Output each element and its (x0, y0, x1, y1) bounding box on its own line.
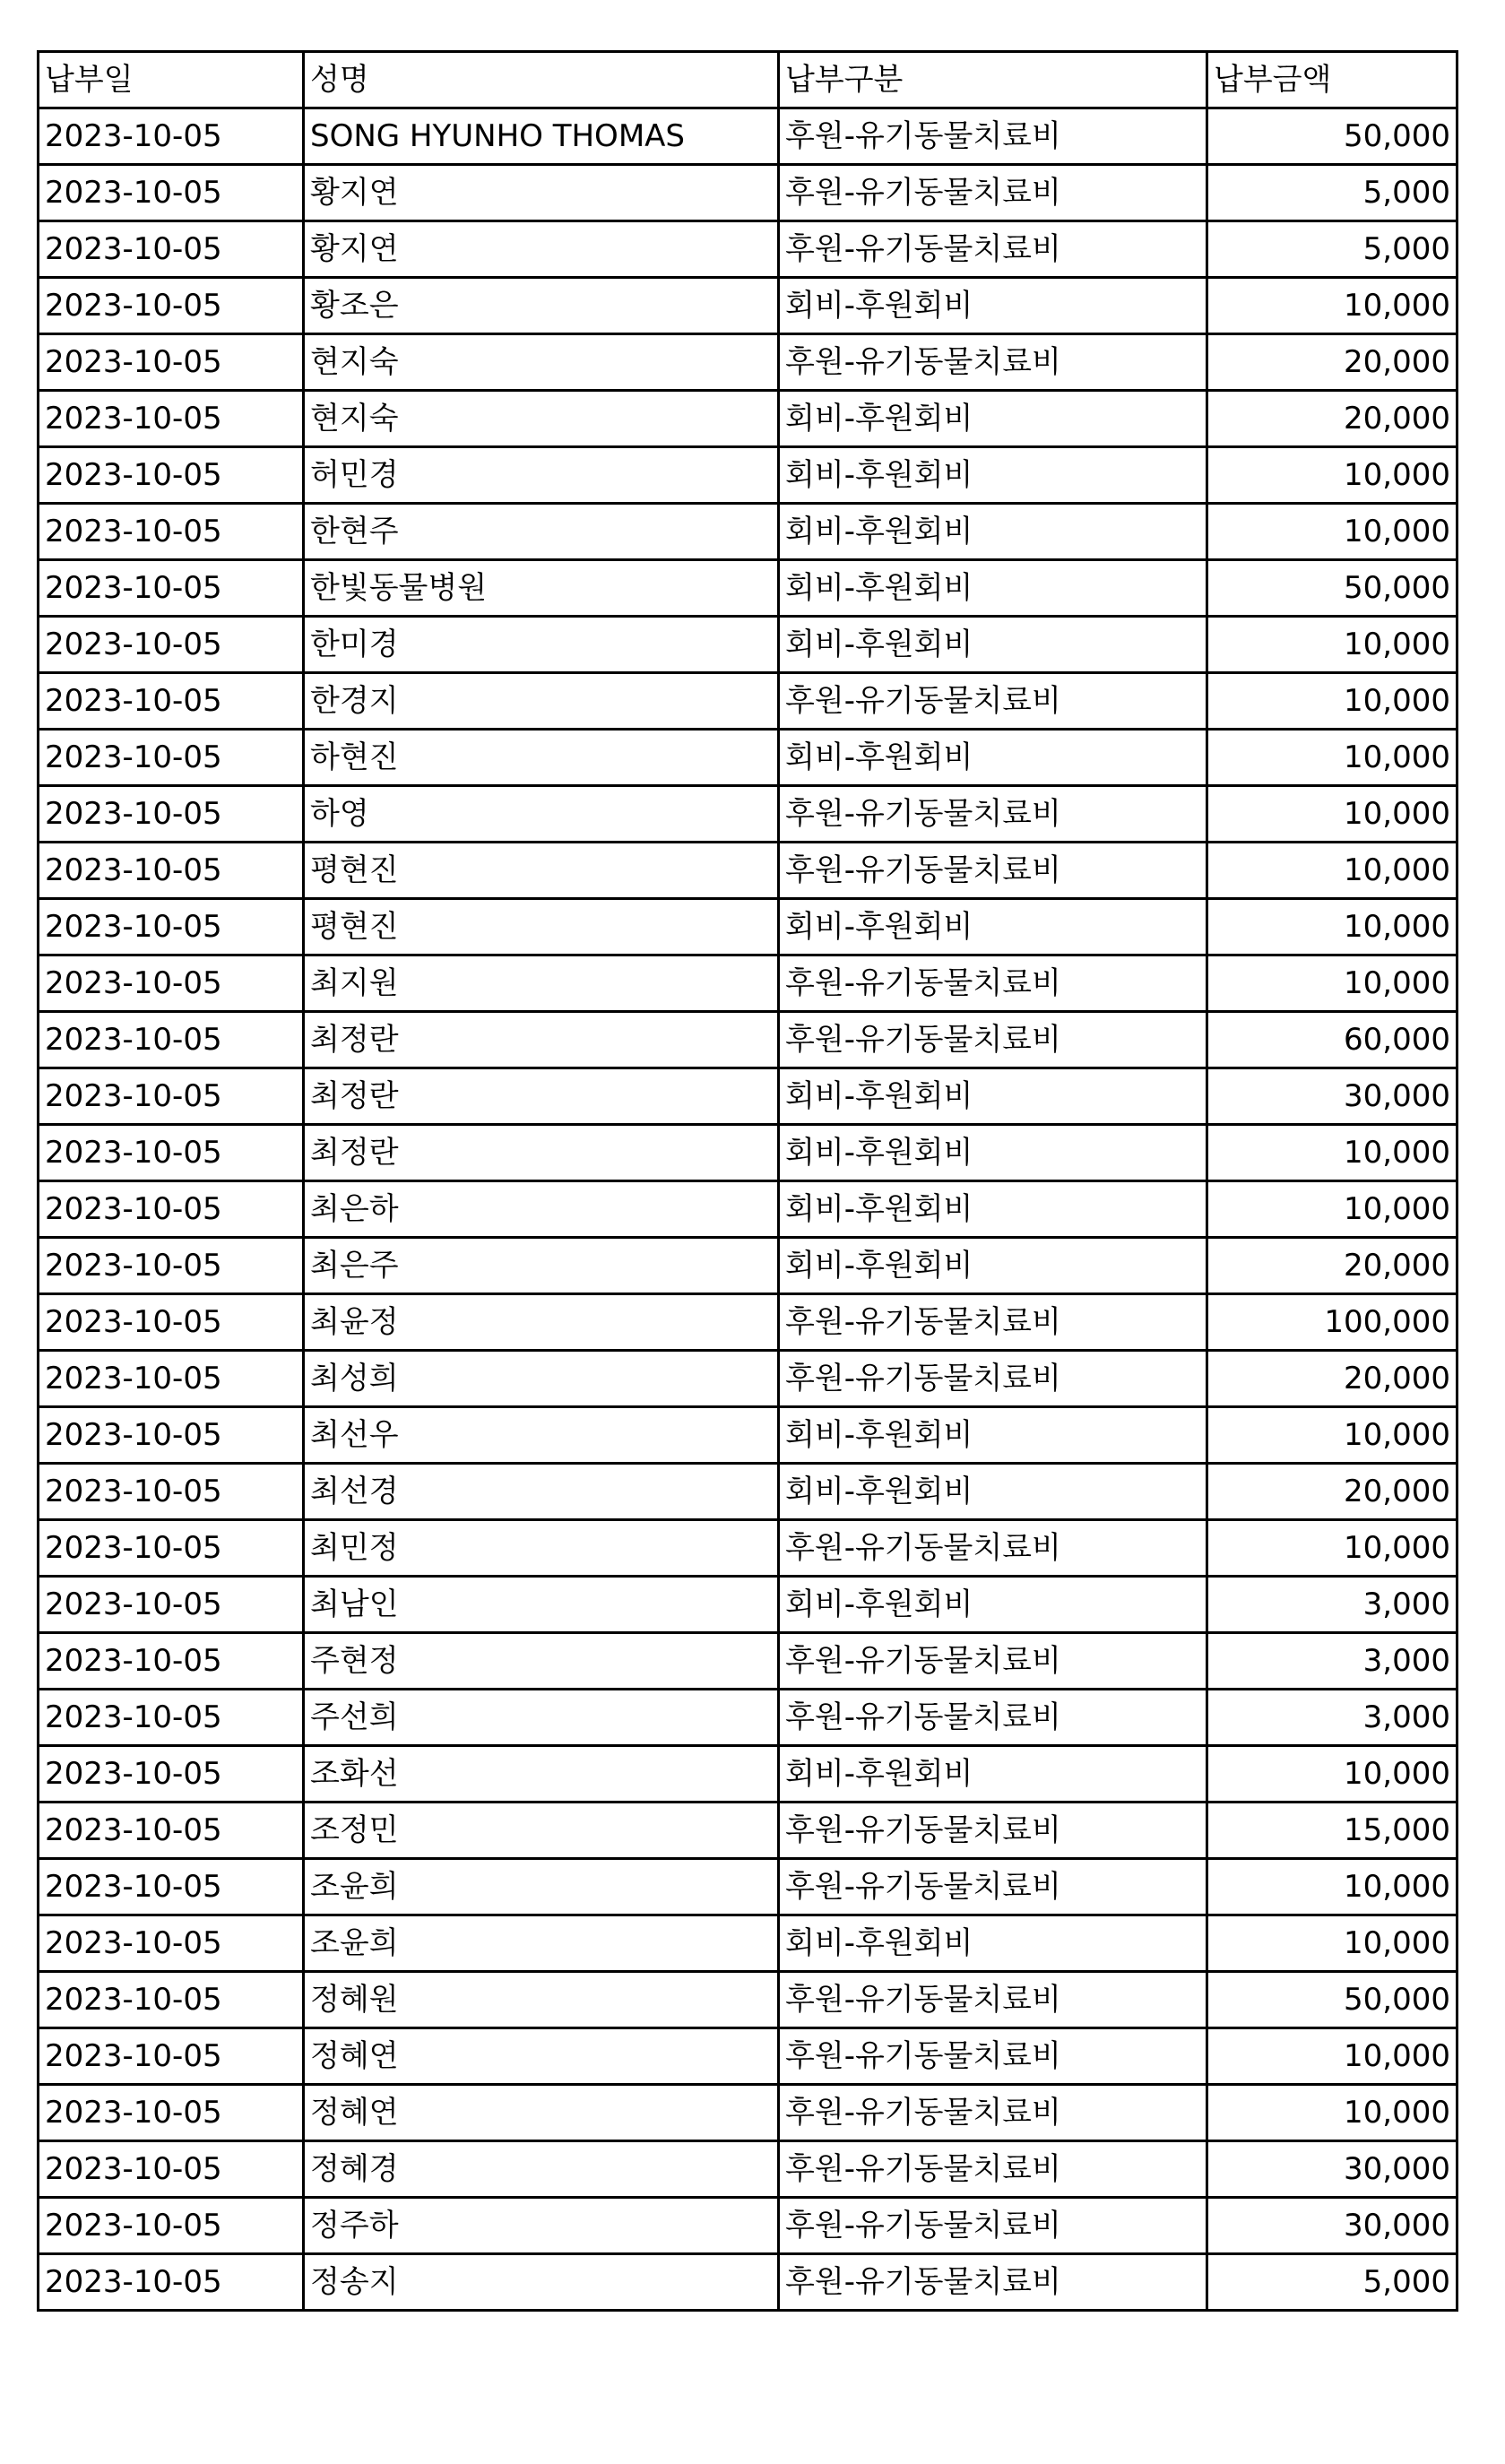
table-row (39, 843, 1457, 899)
table-row (39, 1294, 1457, 1351)
name-cell: 최윤정 (304, 1294, 779, 1351)
name-cell: 최정란 (304, 1125, 779, 1181)
name-cell: 평현진 (304, 899, 779, 955)
date-cell: 2023-10-05 (39, 899, 304, 955)
amount-cell: 3,000 (1207, 1577, 1457, 1633)
amount-cell: 10,000 (1207, 730, 1457, 786)
table-row (39, 2198, 1457, 2254)
name-cell: 최민정 (304, 1520, 779, 1577)
name-cell: 조윤희 (304, 1915, 779, 1972)
date-cell: 2023-10-05 (39, 1125, 304, 1181)
amount-cell: 10,000 (1207, 843, 1457, 899)
payment-type-cell: 후원-유기동물치료비 (779, 1690, 1207, 1746)
payment-type-cell: 후원-유기동물치료비 (779, 165, 1207, 221)
payment-type-cell: 후원-유기동물치료비 (779, 1803, 1207, 1859)
amount-cell: 20,000 (1207, 1238, 1457, 1294)
date-cell: 2023-10-05 (39, 1238, 304, 1294)
amount-cell: 10,000 (1207, 899, 1457, 955)
date-cell: 2023-10-05 (39, 2254, 304, 2311)
table-row (39, 1012, 1457, 1068)
table-row (39, 1915, 1457, 1972)
table-row (39, 1746, 1457, 1803)
table-row (39, 1633, 1457, 1690)
table-row (39, 955, 1457, 1012)
date-cell: 2023-10-05 (39, 560, 304, 617)
payment-type-cell: 후원-유기동물치료비 (779, 2141, 1207, 2198)
table-row (39, 617, 1457, 673)
amount-cell: 10,000 (1207, 504, 1457, 560)
date-cell: 2023-10-05 (39, 165, 304, 221)
name-cell: 현지숙 (304, 391, 779, 447)
date-cell: 2023-10-05 (39, 786, 304, 843)
date-cell: 2023-10-05 (39, 334, 304, 391)
name-cell: SONG HYUNHO THOMAS (304, 108, 779, 165)
table-row (39, 447, 1457, 504)
payment-type-cell: 후원-유기동물치료비 (779, 843, 1207, 899)
amount-cell: 50,000 (1207, 1972, 1457, 2028)
name-cell: 정주하 (304, 2198, 779, 2254)
table-header-row (39, 52, 1457, 108)
payment-type-cell: 회비-후원회비 (779, 1746, 1207, 1803)
table-row (39, 391, 1457, 447)
amount-cell: 30,000 (1207, 2141, 1457, 2198)
payment-type-cell: 회비-후원회비 (779, 899, 1207, 955)
table-row (39, 673, 1457, 730)
payment-type-cell: 회비-후원회비 (779, 278, 1207, 334)
table-row (39, 1577, 1457, 1633)
date-cell: 2023-10-05 (39, 955, 304, 1012)
name-cell: 조정민 (304, 1803, 779, 1859)
amount-cell: 30,000 (1207, 2198, 1457, 2254)
table-row (39, 504, 1457, 560)
column-header-name: 성명 (304, 52, 779, 108)
date-cell: 2023-10-05 (39, 1633, 304, 1690)
amount-cell: 10,000 (1207, 1125, 1457, 1181)
amount-cell: 10,000 (1207, 447, 1457, 504)
donation-table (37, 50, 1458, 2312)
table-row (39, 2141, 1457, 2198)
amount-cell: 10,000 (1207, 2028, 1457, 2085)
date-cell: 2023-10-05 (39, 673, 304, 730)
payment-type-cell: 회비-후원회비 (779, 1125, 1207, 1181)
table-row (39, 108, 1457, 165)
table-row (39, 1859, 1457, 1915)
name-cell: 황조은 (304, 278, 779, 334)
date-cell: 2023-10-05 (39, 1972, 304, 2028)
name-cell: 정혜경 (304, 2141, 779, 2198)
amount-cell: 10,000 (1207, 617, 1457, 673)
amount-cell: 50,000 (1207, 560, 1457, 617)
name-cell: 현지숙 (304, 334, 779, 391)
table-row (39, 2028, 1457, 2085)
date-cell: 2023-10-05 (39, 2141, 304, 2198)
date-cell: 2023-10-05 (39, 278, 304, 334)
name-cell: 평현진 (304, 843, 779, 899)
payment-type-cell: 회비-후원회비 (779, 1464, 1207, 1520)
date-cell: 2023-10-05 (39, 2198, 304, 2254)
table-row (39, 2085, 1457, 2141)
column-header-date: 납부일 (39, 52, 304, 108)
table-row (39, 1238, 1457, 1294)
date-cell: 2023-10-05 (39, 1068, 304, 1125)
date-cell: 2023-10-05 (39, 1520, 304, 1577)
date-cell: 2023-10-05 (39, 391, 304, 447)
payment-type-cell: 후원-유기동물치료비 (779, 1351, 1207, 1407)
name-cell: 한빛동물병원 (304, 560, 779, 617)
date-cell: 2023-10-05 (39, 1464, 304, 1520)
table-row (39, 1972, 1457, 2028)
name-cell: 조화선 (304, 1746, 779, 1803)
date-cell: 2023-10-05 (39, 504, 304, 560)
payment-type-cell: 후원-유기동물치료비 (779, 1520, 1207, 1577)
payment-type-cell: 후원-유기동물치료비 (779, 786, 1207, 843)
table-row (39, 560, 1457, 617)
amount-cell: 10,000 (1207, 673, 1457, 730)
date-cell: 2023-10-05 (39, 1407, 304, 1464)
payment-type-cell: 회비-후원회비 (779, 1407, 1207, 1464)
payment-type-cell: 회비-후원회비 (779, 617, 1207, 673)
payment-type-cell: 회비-후원회비 (779, 391, 1207, 447)
payment-type-cell: 회비-후원회비 (779, 1577, 1207, 1633)
name-cell: 최선경 (304, 1464, 779, 1520)
name-cell: 최은하 (304, 1181, 779, 1238)
amount-cell: 10,000 (1207, 1915, 1457, 1972)
name-cell: 하현진 (304, 730, 779, 786)
payment-type-cell: 회비-후원회비 (779, 447, 1207, 504)
amount-cell: 3,000 (1207, 1690, 1457, 1746)
date-cell: 2023-10-05 (39, 617, 304, 673)
column-header-type: 납부구분 (779, 52, 1207, 108)
amount-cell: 10,000 (1207, 955, 1457, 1012)
date-cell: 2023-10-05 (39, 108, 304, 165)
table-row (39, 1690, 1457, 1746)
name-cell: 최남인 (304, 1577, 779, 1633)
name-cell: 최선우 (304, 1407, 779, 1464)
payment-type-cell: 후원-유기동물치료비 (779, 2085, 1207, 2141)
payment-type-cell: 회비-후원회비 (779, 504, 1207, 560)
table-row (39, 1068, 1457, 1125)
amount-cell: 5,000 (1207, 221, 1457, 278)
amount-cell: 10,000 (1207, 1181, 1457, 1238)
table-row (39, 1181, 1457, 1238)
amount-cell: 10,000 (1207, 1520, 1457, 1577)
payment-type-cell: 후원-유기동물치료비 (779, 108, 1207, 165)
name-cell: 정혜연 (304, 2085, 779, 2141)
table-row (39, 221, 1457, 278)
amount-cell: 50,000 (1207, 108, 1457, 165)
date-cell: 2023-10-05 (39, 1577, 304, 1633)
payment-type-cell: 후원-유기동물치료비 (779, 2198, 1207, 2254)
date-cell: 2023-10-05 (39, 730, 304, 786)
date-cell: 2023-10-05 (39, 2085, 304, 2141)
column-header-amount: 납부금액 (1207, 52, 1457, 108)
name-cell: 최은주 (304, 1238, 779, 1294)
table-row (39, 1464, 1457, 1520)
payment-type-cell: 후원-유기동물치료비 (779, 673, 1207, 730)
amount-cell: 10,000 (1207, 2085, 1457, 2141)
payment-type-cell: 회비-후원회비 (779, 1068, 1207, 1125)
table-row (39, 334, 1457, 391)
date-cell: 2023-10-05 (39, 1746, 304, 1803)
payment-type-cell: 후원-유기동물치료비 (779, 1633, 1207, 1690)
amount-cell: 30,000 (1207, 1068, 1457, 1125)
table-row (39, 165, 1457, 221)
name-cell: 조윤희 (304, 1859, 779, 1915)
amount-cell: 60,000 (1207, 1012, 1457, 1068)
table-row (39, 899, 1457, 955)
amount-cell: 10,000 (1207, 278, 1457, 334)
payment-type-cell: 후원-유기동물치료비 (779, 1972, 1207, 2028)
name-cell: 황지연 (304, 165, 779, 221)
payment-type-cell: 회비-후원회비 (779, 1238, 1207, 1294)
name-cell: 최정란 (304, 1068, 779, 1125)
date-cell: 2023-10-05 (39, 1294, 304, 1351)
payment-type-cell: 후원-유기동물치료비 (779, 1859, 1207, 1915)
name-cell: 한미경 (304, 617, 779, 673)
payment-type-cell: 후원-유기동물치료비 (779, 955, 1207, 1012)
amount-cell: 10,000 (1207, 1746, 1457, 1803)
date-cell: 2023-10-05 (39, 1690, 304, 1746)
payment-type-cell: 회비-후원회비 (779, 730, 1207, 786)
name-cell: 정혜연 (304, 2028, 779, 2085)
amount-cell: 100,000 (1207, 1294, 1457, 1351)
name-cell: 정혜원 (304, 1972, 779, 2028)
name-cell: 황지연 (304, 221, 779, 278)
payment-type-cell: 후원-유기동물치료비 (779, 1012, 1207, 1068)
date-cell: 2023-10-05 (39, 1803, 304, 1859)
name-cell: 한경지 (304, 673, 779, 730)
payment-type-cell: 회비-후원회비 (779, 560, 1207, 617)
amount-cell: 10,000 (1207, 1407, 1457, 1464)
table-row (39, 1125, 1457, 1181)
payment-type-cell: 후원-유기동물치료비 (779, 2028, 1207, 2085)
amount-cell: 5,000 (1207, 165, 1457, 221)
amount-cell: 10,000 (1207, 786, 1457, 843)
amount-cell: 3,000 (1207, 1633, 1457, 1690)
amount-cell: 10,000 (1207, 1859, 1457, 1915)
date-cell: 2023-10-05 (39, 221, 304, 278)
amount-cell: 5,000 (1207, 2254, 1457, 2311)
name-cell: 한현주 (304, 504, 779, 560)
amount-cell: 20,000 (1207, 334, 1457, 391)
table-row (39, 1803, 1457, 1859)
table-row (39, 730, 1457, 786)
amount-cell: 20,000 (1207, 391, 1457, 447)
name-cell: 주현정 (304, 1633, 779, 1690)
table-row (39, 1407, 1457, 1464)
date-cell: 2023-10-05 (39, 1351, 304, 1407)
name-cell: 정송지 (304, 2254, 779, 2311)
name-cell: 주선희 (304, 1690, 779, 1746)
table-body (39, 108, 1457, 2311)
amount-cell: 20,000 (1207, 1464, 1457, 1520)
amount-cell: 20,000 (1207, 1351, 1457, 1407)
table-row (39, 1351, 1457, 1407)
name-cell: 허민경 (304, 447, 779, 504)
date-cell: 2023-10-05 (39, 1859, 304, 1915)
table-row (39, 786, 1457, 843)
date-cell: 2023-10-05 (39, 843, 304, 899)
date-cell: 2023-10-05 (39, 1181, 304, 1238)
payment-type-cell: 후원-유기동물치료비 (779, 1294, 1207, 1351)
payment-type-cell: 회비-후원회비 (779, 1915, 1207, 1972)
table-row (39, 2254, 1457, 2311)
date-cell: 2023-10-05 (39, 1012, 304, 1068)
date-cell: 2023-10-05 (39, 2028, 304, 2085)
name-cell: 최지원 (304, 955, 779, 1012)
name-cell: 하영 (304, 786, 779, 843)
name-cell: 최성희 (304, 1351, 779, 1407)
table-row (39, 1520, 1457, 1577)
payment-type-cell: 회비-후원회비 (779, 1181, 1207, 1238)
date-cell: 2023-10-05 (39, 1915, 304, 1972)
date-cell: 2023-10-05 (39, 447, 304, 504)
amount-cell: 15,000 (1207, 1803, 1457, 1859)
name-cell: 최정란 (304, 1012, 779, 1068)
payment-type-cell: 후원-유기동물치료비 (779, 334, 1207, 391)
table-row (39, 278, 1457, 334)
payment-type-cell: 후원-유기동물치료비 (779, 2254, 1207, 2311)
payment-type-cell: 후원-유기동물치료비 (779, 221, 1207, 278)
